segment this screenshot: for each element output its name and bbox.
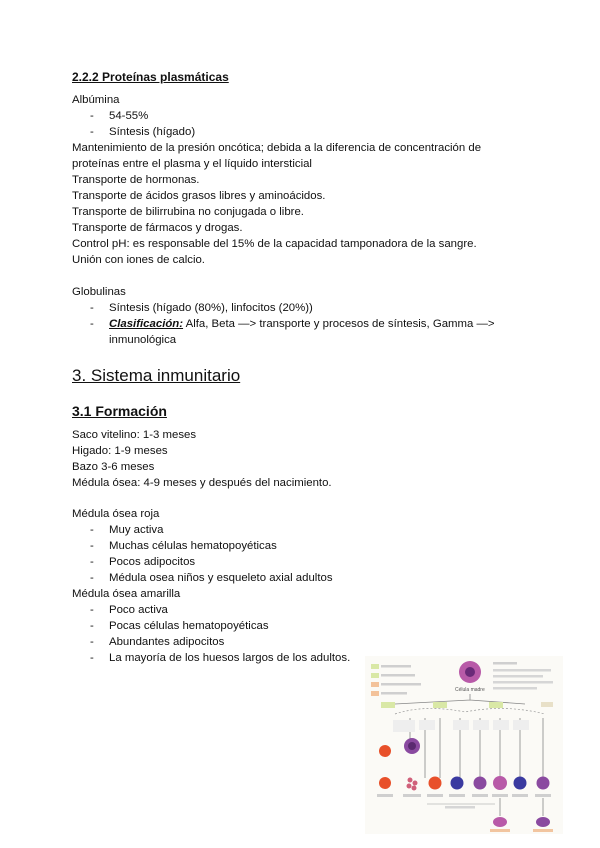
legend-swatch-orange (371, 691, 379, 696)
paragraph-line: Higado: 1-9 meses (72, 445, 168, 457)
intermediate-label-box (513, 720, 529, 730)
medula-roja-block (72, 506, 522, 666)
stem-cell-label: Célula madre (455, 687, 485, 693)
erythrocyte-cell (379, 777, 391, 789)
list-item: - Pocos adipocitos (72, 554, 522, 570)
legend-swatch-orange (371, 682, 379, 687)
paragraph-line: Transporte de ácidos grasos libres y aminoácidos. (72, 190, 326, 202)
progenitor-box (433, 702, 447, 708)
paragraph-line: Médula ósea: 4-9 meses y después del nacimiento. (72, 477, 332, 489)
hematopoiesis-figure (365, 656, 563, 834)
progenitor-box (541, 702, 553, 707)
derived-label-box (490, 829, 510, 832)
cell-label-line (512, 794, 528, 797)
legend-text-line (493, 687, 537, 690)
basophil-cell (474, 777, 487, 790)
legend-text-line (493, 662, 517, 665)
legend-text-line (381, 683, 421, 686)
paragraph-line: Mantenimiento de la presión oncótica; debida a la diferencia de concentración de (72, 142, 482, 154)
intermediate-label-box (453, 720, 469, 730)
list-item: - 54-55% (72, 108, 522, 124)
intermediate-label-box (473, 720, 489, 730)
progenitor-box-lymphoid (489, 702, 503, 708)
albumina-block (72, 92, 522, 268)
platelet (413, 781, 418, 786)
legend-text-line (381, 665, 411, 668)
cell-label-line (449, 794, 465, 797)
list-item: - Muchas células hematopoyéticas (72, 538, 522, 554)
paragraph-line: proteínas entre el plasma y el líquido intersticial (72, 158, 312, 170)
cell-label-line (535, 794, 551, 797)
macrophage-cell (493, 817, 507, 827)
albumina-title: Albúmina (72, 94, 120, 106)
legend-text-line (381, 692, 407, 695)
formacion-block (72, 427, 522, 491)
legend-swatch-green (371, 673, 379, 678)
cell-label-line (377, 794, 393, 797)
platelet (408, 778, 413, 783)
clasificacion-label: Clasificación: (109, 318, 184, 330)
list-item: - Síntesis (hígado (80%), linfocitos (20%)) (72, 300, 522, 316)
medula-roja-list (72, 522, 522, 586)
paragraph-line: Transporte de fármacos y drogas. (72, 222, 243, 234)
platelet (407, 784, 412, 789)
cell-label-line (492, 794, 508, 797)
eosinophil-cell (451, 777, 464, 790)
megakaryocyte-nucleus (408, 742, 416, 750)
progenitor-box-myeloid (381, 702, 395, 708)
derived-label-box (533, 829, 553, 832)
paragraph-line: Unión con iones de calcio. (72, 254, 205, 266)
stem-cell-nucleus (465, 667, 475, 677)
legend-swatch-green (371, 664, 379, 669)
globulinas-block (72, 284, 522, 348)
lymphocyte-cell (514, 777, 527, 790)
list-item-clasificacion (72, 316, 522, 348)
list-item: - Síntesis (hígado) (72, 124, 522, 140)
paragraph-line: Transporte de hormonas. (72, 174, 200, 186)
intermediate-label-box (419, 720, 435, 730)
paragraph-line: Bazo 3-6 meses (72, 461, 155, 473)
subsection-heading-formacion: 3.1 Formación (72, 403, 167, 419)
intermediate-label-box (493, 720, 509, 730)
section-heading-sistema-inmunitario: 3. Sistema inmunitario (72, 366, 241, 385)
intermediate-label-box (393, 720, 415, 732)
medula-amarilla-title: Médula ósea amarilla (72, 588, 181, 600)
cell-label-line (472, 794, 488, 797)
list-item: - Médula osea niños y esqueleto axial adultos (72, 570, 522, 586)
list-item: - Muy activa (72, 522, 522, 538)
monocyte-cell (493, 776, 507, 790)
section-heading-proteinas: 2.2.2 Proteínas plasmáticas (72, 70, 229, 84)
hematopoiesis-diagram (365, 656, 563, 834)
lymphocyte-b-cell (537, 777, 550, 790)
plasma-cell (536, 817, 550, 827)
list-item: - Pocas células hematopoyéticas (72, 618, 522, 634)
list-item: - Poco activa (72, 602, 522, 618)
paragraph-line: Saco vitelino: 1-3 meses (72, 429, 197, 441)
legend-text-line (493, 681, 553, 684)
legend-text-line (381, 674, 415, 677)
neutrophil-cell (429, 777, 442, 790)
clasificacion-text: Alfa, Beta —> transporte y procesos de síntesis, Gamma —> inmunológica (109, 318, 495, 346)
paragraph-line: Transporte de bilirrubina no conjugada o libre. (72, 206, 304, 218)
legend-text-line (493, 669, 551, 672)
medula-roja-title: Médula ósea roja (72, 508, 160, 520)
cell-label-line (427, 794, 443, 797)
globulinas-title: Globulinas (72, 286, 126, 298)
erythroblast-cell (379, 745, 391, 757)
globulinas-list (72, 300, 522, 348)
legend-text-line (493, 675, 543, 678)
list-item: - Abundantes adipocitos (72, 634, 522, 650)
albumina-list (72, 108, 522, 140)
group-label-line (445, 806, 475, 809)
list-item: - La mayoría de los huesos largos de los adultos. (72, 650, 522, 666)
platelet (412, 786, 417, 791)
paragraph-line: Control pH: es responsable del 15% de la capacidad tamponadora de la sangre. (72, 238, 477, 250)
cell-label-line (403, 794, 421, 797)
